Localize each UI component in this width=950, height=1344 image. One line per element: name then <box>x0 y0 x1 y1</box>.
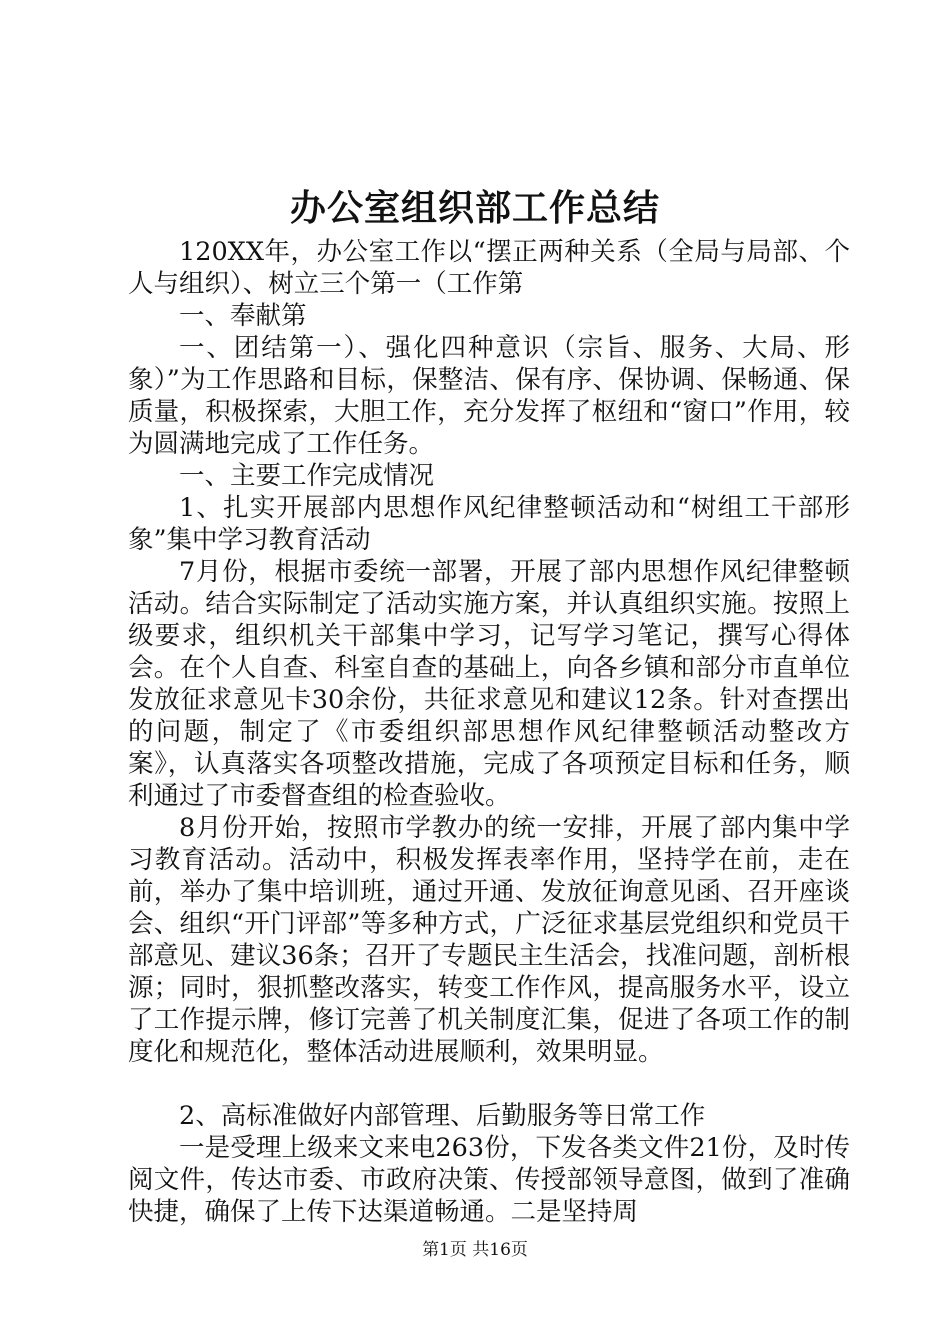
subsection-heading: 1、扎实开展部内思想作风纪律整顿活动和“树组工干部形象”集中学习教育活动 <box>128 493 850 555</box>
paragraph: 7月份，根据市委统一部署，开展了部内思想作风纪律整顿活动。结合实际制定了活动实施方案，并认真组织实施。按照上级要求，组织机关干部集中学习，记写学习笔记，撰写心得体会。在个人自查、科室自查的基础上，向各乡镇和部分市直单位发放征求意见卡30余份，共征求意见和建议12条。针对查摆出的问题，制定了《市委组织部思想作风纪律整顿活动整改方案》，认真落实各项整改措施，完成了各项预定目标和任务，顺利通过了市委督查组的检查验收。 <box>128 557 850 811</box>
section-heading: 一、主要工作完成情况 <box>179 461 435 491</box>
paragraph: 8月份开始，按照市学教办的统一安排，开展了部内集中学习教育活动。活动中，积极发挥表率作用，坚持学在前，走在前，举办了集中培训班，通过开通、发放征询意见函、召开座谈会、组织“开门评部”等多种方式，广泛征求基层党组织和党员干部意见、建议36条；召开了专题民主生活会，找准问题，剖析根源；同时，狠抓整改落实，转变工作作风，提高服务水平，设立了工作提示牌，修订完善了机关制度汇集，促进了各项工作的制度化和规范化，整体活动进展顺利，效果明显。 <box>128 813 850 1067</box>
document-title: 办公室组织部工作总结 <box>289 187 660 229</box>
document-body <box>128 236 850 1228</box>
paragraph: 一是受理上级来文来电263份，下发各类文件21份，及时传阅文件，传达市委、市政府决策、传授部领导意图，做到了准确快捷，确保了上传下达渠道畅通。二是坚持周 <box>128 1133 850 1227</box>
paragraph: 一、团结第一）、强化四种意识（宗旨、服务、大局、形象）”为工作思路和目标，保整洁、保有序、保协调、保畅通、保质量，积极探索，大胆工作，充分发挥了枢纽和“窗口”作用，较为圆满地完成了工作任务。 <box>128 333 850 459</box>
paragraph: 120XX年，办公室工作以“摆正两种关系（全局与局部、个人与组织）、树立三个第一（工作第 <box>128 237 850 299</box>
subsection-heading: 2、高标准做好内部管理、后勤服务等日常工作 <box>179 1101 706 1131</box>
paragraph: 一、奉献第 <box>179 301 307 331</box>
page-number-footer: 第1页 共16页 <box>422 1240 528 1260</box>
